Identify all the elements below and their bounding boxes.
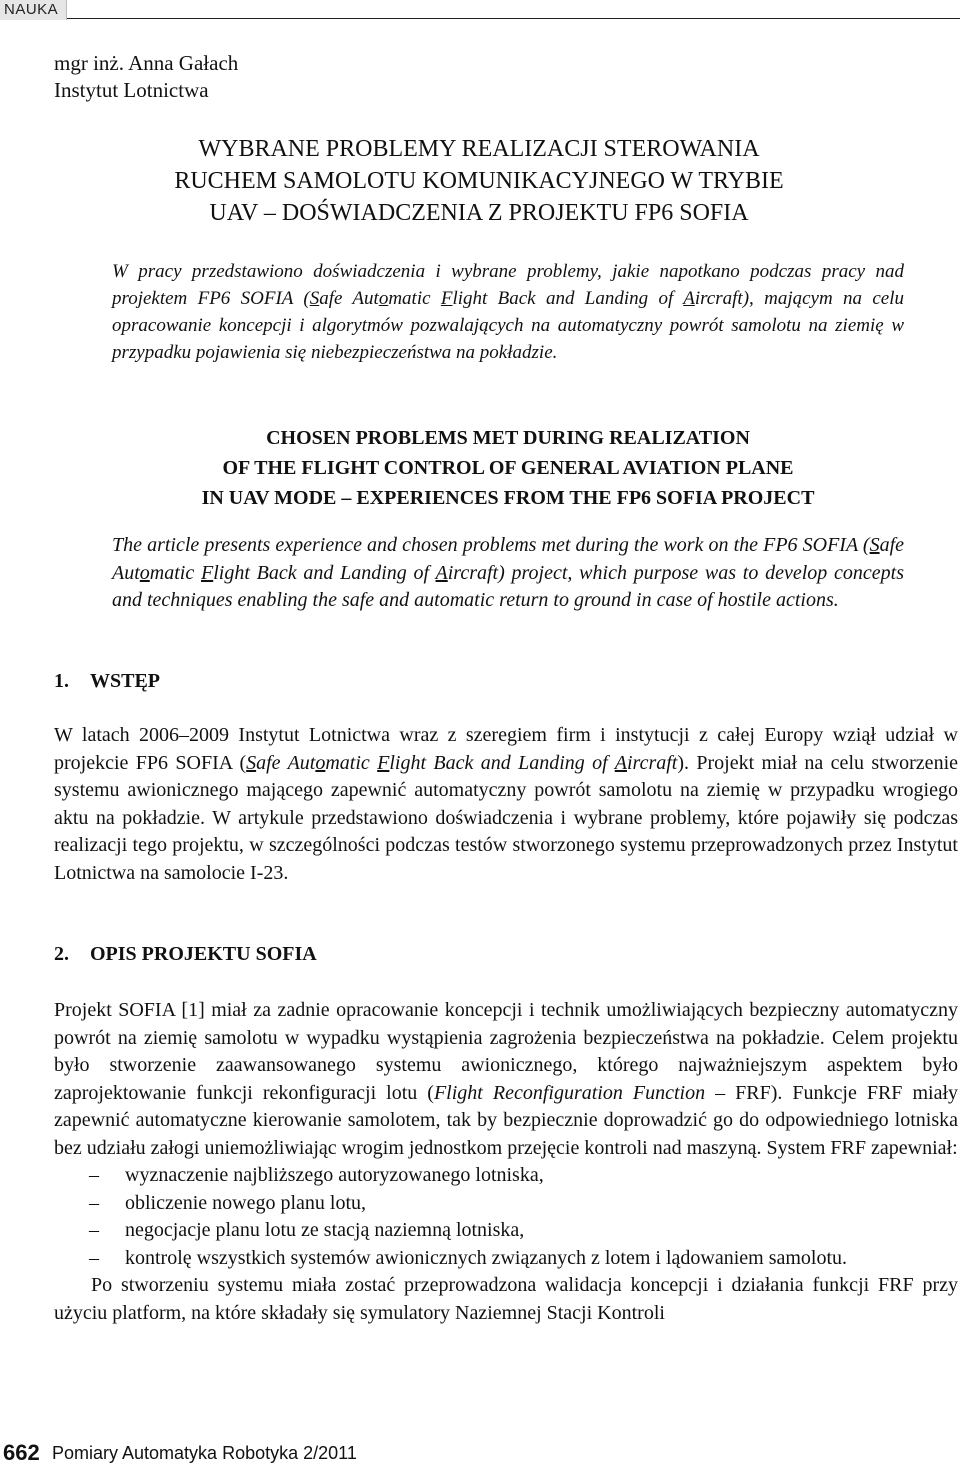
header-rule (0, 18, 960, 19)
list-dash: – (89, 1164, 99, 1186)
abstract-polish-expansion-6: light Back and Landing of (452, 288, 684, 309)
page-number: 662 (3, 1440, 40, 1465)
section-1-heading (54, 670, 160, 693)
abstract-polish-acronym-a: A (683, 288, 695, 309)
section-2-number: 2. (54, 943, 69, 965)
section-1-acronym-s: S (246, 751, 257, 774)
section-1-expansion-2: afe Aut (256, 751, 316, 774)
abstract-english-acronym-o: o (139, 561, 150, 584)
section-2-paragraph-2: Po stworzeniu systemu miała zostać przeprowadzona walidacja koncepcji i działania funkcji FRF przy użyciu platform, na które składały się symulatory Naziemnej Stacji Kontroli (54, 1274, 958, 1324)
list-item (54, 1190, 958, 1218)
page-footer (0, 1440, 960, 1471)
section-2-paragraph-1 (54, 997, 958, 1162)
list-dash: – (89, 1191, 99, 1214)
abstract-english-acronym-f: F (200, 561, 214, 584)
section-2-text-1: Projekt SOFIA [1] miał za zadnie opracowanie koncepcji i technik umożliwiających bezpieczny automatyczny powrót na ziemię samolotu w wypadku wystąpienia zagrożenia bezpieczeństwa na pokładzie. Celem projektu było stworzenie zaawansowanego systemu awionicznego, którego najważniejszym aspektem było zaprojektowanie funkcji rekonfiguracji lotu ( (54, 999, 958, 1104)
section-1-expansion-8: ircraft (626, 751, 678, 774)
section-2-body (54, 997, 958, 1327)
title-english-line-2: OF THE FLIGHT CONTROL OF GENERAL AVIATION PLANE (222, 457, 794, 479)
section-1-body (54, 722, 958, 887)
abstract-english-expansion-4: matic (149, 561, 201, 584)
author-affiliation: Instytut Lotnictwa (54, 78, 209, 102)
title-polish-line-1: WYBRANE PROBLEMY REALIZACJI STEROWANIA (198, 136, 760, 162)
section-1-text-2: ). Projekt miał na celu stworzenie systemu awionicznego mającego zapewnić automatyczny powrót samolotu na ziemię w przypadku wrogiego aktu na pokładzie. W artykule przedstawiono doświadczenia i wybrane problemy, które pojawiły się podczas realizacji tego projektu, w szczególności podczas testów stworzonego systemu przeprowadzonych przez Instytut Lotnictwa na samolocie I-23. (54, 751, 958, 884)
title-polish-line-2: RUCHEM SAMOLOTU KOMUNIKACYJNEGO W TRYBIE (174, 168, 784, 194)
section-1-acronym-o: o (315, 751, 326, 774)
list-item (54, 1245, 958, 1273)
abstract-english-expansion-8: ircraft (447, 561, 499, 584)
section-1-acronym-a: A (614, 751, 627, 774)
title-english (112, 423, 904, 513)
abstract-english-expansion-6: light Back and Landing of (213, 561, 436, 584)
section-2-heading (54, 943, 317, 966)
title-english-line-3: IN UAV MODE – EXPERIENCES FROM THE FP6 SOFIA PROJECT (201, 487, 815, 509)
section-1-number: 1. (54, 670, 69, 692)
abstract-polish (112, 258, 904, 366)
abstract-polish-expansion-4: matic (388, 288, 441, 309)
section-1-expansion-4: matic (325, 751, 378, 774)
section-1-title: WSTĘP (90, 670, 161, 692)
list-item-text: obliczenie nowego planu lotu, (125, 1191, 367, 1214)
title-polish-line-3: UAV – DOŚWIADCZENIA Z PROJEKTU FP6 SOFIA (209, 200, 749, 226)
title-english-line-1: CHOSEN PROBLEMS MET DURING REALIZATION (266, 427, 750, 449)
abstract-polish-acronym-o: o (378, 288, 389, 309)
section-1-text-1: W latach 2006–2009 Instytut Lotnictwa wraz z szeregiem firm i instytucji z całej Europy wziął udział w projekcie FP6 SOFIA ( (54, 724, 958, 774)
frf-feature-list (54, 1162, 958, 1272)
section-2-text-2: – FRF). Funkcje FRF miały zapewnić automatyczne kierowanie samolotem, tak by bezpiecznie doprowadzić go do odpowiedniego lotniska bez udziału załogi uniemożliwiając wrogim jednostkom przejęcie kontroli nad maszyną. System FRF zapewniał: (54, 1081, 958, 1159)
list-item (54, 1162, 958, 1190)
journal-name: Pomiary Automatyka Robotyka 2/2011 (52, 1443, 357, 1463)
abstract-english (112, 532, 904, 615)
abstract-polish-acronym-f: F (440, 288, 453, 309)
section-1-acronym-f: F (377, 751, 390, 774)
abstract-polish-text-1: W pracy przedstawiono doświadczenia i wybrane problemy, jakie napotkano podczas pracy nad projektem FP6 SOFIA ( (112, 261, 904, 309)
section-2-frf-term: Flight Reconfiguration Function (433, 1081, 706, 1104)
abstract-english-acronym-s: S (869, 534, 880, 556)
author-name: mgr inż. Anna Gałach (54, 51, 239, 75)
abstract-polish-expansion-8: ircraft (694, 288, 743, 309)
abstract-english-acronym-a: A (435, 561, 448, 584)
abstract-english-text-2: ) project, which purpose was to develop concepts and techniques enabling the safe and automatic return to ground in case of hostile actions. (112, 561, 905, 611)
abstract-polish-expansion-2: afe Aut (319, 288, 379, 309)
abstract-english-text-1: The article presents experience and chosen problems met during the work on the FP6 SOFIA ( (112, 534, 870, 556)
abstract-polish-acronym-s: S (309, 288, 320, 309)
list-dash: – (89, 1246, 99, 1269)
list-dash: – (89, 1219, 99, 1241)
section-1-expansion-6: light Back and Landing of (389, 751, 615, 774)
section-2-title: OPIS PROJEKTU SOFIA (90, 943, 317, 965)
list-item (54, 1217, 958, 1245)
list-item-text: wyznaczenie najbliższego autoryzowanego lotniska, (125, 1164, 544, 1186)
abstract-english-expansion-2: afe Aut (112, 534, 904, 584)
list-item-text: negocjacje planu lotu ze stacją naziemną lotniska, (125, 1219, 525, 1241)
title-polish (54, 133, 904, 229)
author-block (54, 50, 238, 104)
section-tag: NAUKA (0, 0, 67, 20)
abstract-polish-text-2: ), mającym na celu opracowanie koncepcji i algorytmów pozwalających na automatyczny powrót samolotu na ziemię w przypadku pojawienia się niebezpieczeństwa na pokładzie. (112, 288, 904, 363)
list-item-text: kontrolę wszystkich systemów awionicznych związanych z lotem i lądowaniem samolotu. (125, 1246, 848, 1269)
